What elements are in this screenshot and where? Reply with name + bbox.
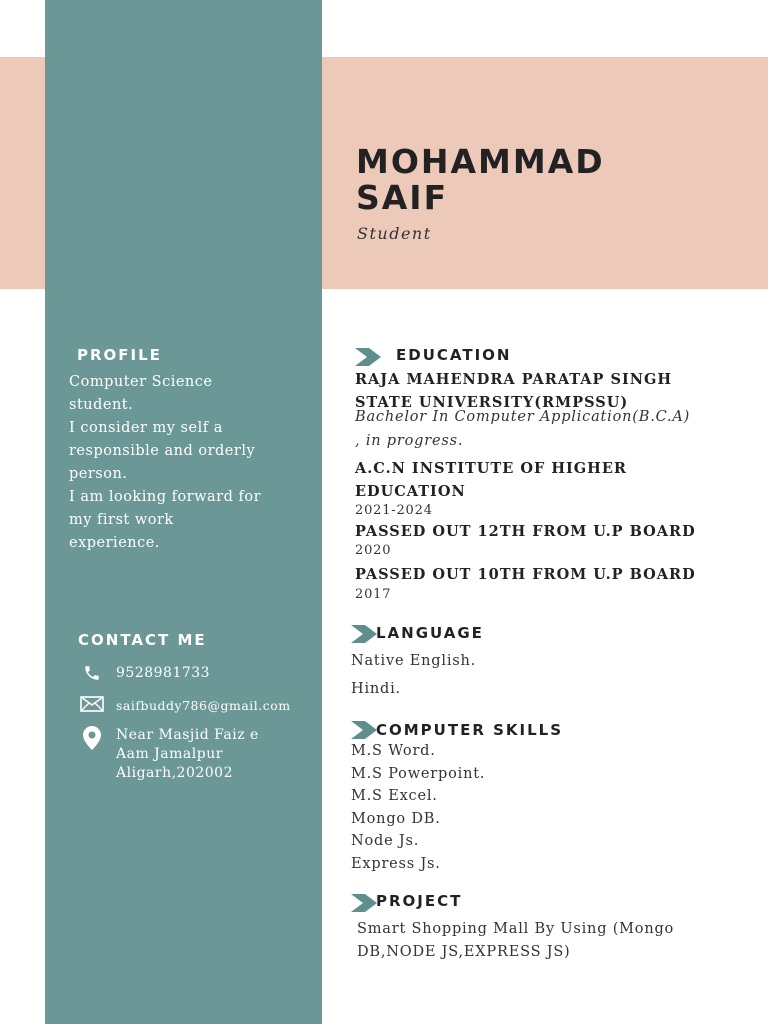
map-pin-icon [80, 726, 104, 750]
institute-years: 2021-2024 [355, 503, 433, 518]
university-name-line-2: STATE UNIVERSITY(RMPSSU) [355, 394, 629, 411]
skills-chevron-icon [351, 721, 377, 739]
contact-heading: CONTACT ME [78, 631, 207, 649]
twelfth-board: PASSED OUT 12TH FROM U.P BOARD [355, 523, 696, 540]
degree-line-2: , in progress. [355, 433, 464, 449]
phone-number[interactable]: 9528981733 [116, 665, 211, 681]
address [116, 726, 259, 783]
profile-text [69, 371, 309, 555]
address-line: Aam Jamalpur [116, 746, 223, 762]
contact-email-row [80, 696, 291, 715]
profile-line: I consider my self a [69, 420, 223, 436]
skill-item: Node Js. [351, 833, 420, 849]
profile-line: Computer Science [69, 374, 213, 390]
profile-line: responsible and orderly [69, 443, 256, 459]
profile-line: my first work [69, 512, 174, 528]
skill-item: M.S Excel. [351, 788, 438, 804]
profile-heading: PROFILE [77, 346, 162, 364]
language-item: Hindi. [351, 681, 401, 697]
address-line: Aligarh,202002 [116, 765, 233, 781]
job-title: Student [357, 224, 432, 243]
twelfth-year: 2020 [355, 543, 392, 558]
project-description-line-1: Smart Shopping Mall By Using (Mongo [357, 921, 675, 937]
project-chevron-icon [351, 894, 377, 912]
name-line-2: SAIF [356, 178, 449, 217]
address-line: Near Masjid Faiz e [116, 727, 259, 743]
profile-line: I am looking forward for [69, 489, 262, 505]
skills-list [351, 740, 485, 875]
language-item: Native English. [351, 653, 477, 669]
name-line-1: MOHAMMAD [356, 142, 605, 181]
project-description-line-2: DB,NODE JS,EXPRESS JS) [357, 944, 571, 960]
education-chevron-icon [355, 348, 381, 366]
institute-name-line-2: EDUCATION [355, 483, 466, 500]
degree-line-1: Bachelor In Computer Application(B.C.A) [355, 409, 691, 425]
skill-item: Express Js. [351, 855, 441, 872]
skill-item: Mongo DB. [351, 810, 441, 827]
skills-heading: COMPUTER SKILLS [376, 721, 564, 739]
skill-item: M.S Powerpoint. [351, 765, 486, 782]
skill-item: M.S Word. [351, 743, 436, 759]
candidate-name [356, 144, 605, 216]
contact-address-row [80, 726, 259, 783]
envelope-icon [80, 696, 104, 712]
institute-name-line-1: A.C.N INSTITUTE OF HIGHER [355, 460, 627, 477]
tenth-year: 2017 [355, 587, 392, 602]
tenth-board: PASSED OUT 10TH FROM U.P BOARD [355, 566, 696, 583]
profile-line: student. [69, 397, 134, 413]
profile-line: experience. [69, 535, 160, 551]
university-name-line-1: RAJA MAHENDRA PARATAP SINGH [355, 371, 673, 388]
language-heading: LANGUAGE [376, 624, 484, 642]
project-heading: PROJECT [376, 892, 463, 910]
contact-phone-row [80, 664, 210, 683]
education-heading: EDUCATION [396, 346, 512, 364]
phone-icon [80, 664, 104, 682]
language-chevron-icon [351, 625, 377, 643]
email-address[interactable]: saifbuddy786@gmail.com [116, 698, 291, 713]
profile-line: person. [69, 466, 128, 482]
